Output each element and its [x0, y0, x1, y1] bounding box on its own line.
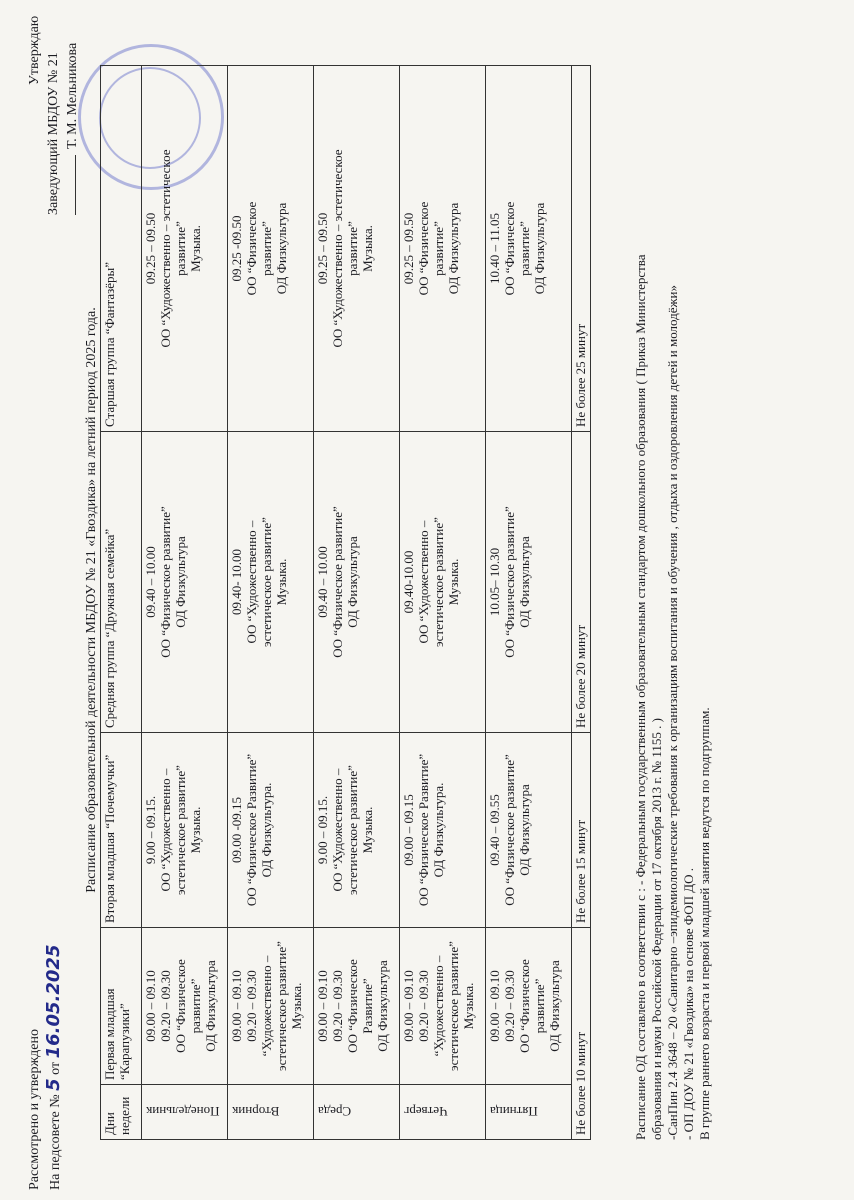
schedule-cell	[486, 432, 572, 733]
day-cell	[314, 1085, 400, 1140]
council-label: На педсовете №	[48, 1094, 63, 1190]
cell-line: ОО “Художественно –	[158, 768, 173, 892]
cell-line: ОД Физкультура.	[431, 782, 446, 878]
cell-line: ОД Физкультура	[517, 536, 532, 628]
cell-line: ОД Физкультура	[532, 202, 547, 295]
cell-line: развитие”	[173, 221, 188, 276]
cell-line: ОО “Физическое развитие”	[517, 959, 547, 1053]
duration-group-3: Не более 20 минут	[572, 432, 591, 733]
cell-line: 09.20 – 09.30	[416, 970, 431, 1042]
cell-line: ОО “Художественно –	[244, 520, 259, 644]
note-line: -СанПин 2.4 3648 – 20 «Санитарно –эпидемиологические требования к организациям воспитания и обучения , отдыха и оздоровления детей и молодёжи»	[665, 285, 680, 1140]
cell-line: ОД Физкультура	[203, 960, 218, 1052]
cell-line: Музыка.	[188, 806, 203, 854]
schedule-row	[400, 66, 486, 1140]
cell-line: ОД Физкультура	[173, 536, 188, 628]
note-line: - ОП ДОУ № 21 «Гвоздика» на основе ФОП ДО .	[681, 868, 696, 1140]
cell-line: ОД Физкультура	[375, 960, 390, 1052]
group-header-3: Средняя группа “Дружная семейка”	[101, 432, 142, 733]
schedule-row	[314, 66, 400, 1140]
schedule-cell	[142, 733, 228, 928]
cell-line: Музыка.	[360, 225, 375, 272]
cell-line: 09.20 – 09.30	[330, 970, 345, 1042]
cell-line: ОО “Физическое	[244, 201, 259, 296]
approval-line-2	[44, 945, 65, 1190]
day-cell	[400, 1085, 486, 1140]
notes-block	[633, 40, 713, 1140]
schedule-cell	[400, 733, 486, 928]
cell-line: ОО “Художественно – эстетическое	[330, 149, 345, 348]
day-cell	[228, 1085, 314, 1140]
cell-line: ОО “Физическое развитие”	[502, 506, 517, 658]
schedule-cell	[400, 432, 486, 733]
schedule-row	[142, 66, 228, 1140]
cell-line: развитие”	[345, 221, 360, 276]
day-name: Четверг	[404, 1104, 448, 1120]
duration-row	[572, 66, 591, 1140]
cell-line: Музыка.	[360, 806, 375, 854]
schedule-row	[486, 66, 572, 1140]
schedule-table	[100, 65, 591, 1140]
schedule-cell	[486, 928, 572, 1085]
director-approval-block	[25, 16, 82, 215]
schedule-cell	[228, 733, 314, 928]
schedule-cell	[314, 928, 400, 1085]
cell-line: 09.20 – 09.30	[158, 970, 173, 1042]
cell-line: 09.00 – 09.10	[143, 970, 158, 1042]
cell-line: 09.40- 10.00	[229, 548, 244, 616]
schedule-cell	[314, 733, 400, 928]
cell-line: Музыка.	[461, 982, 476, 1030]
schedule-cell	[228, 928, 314, 1085]
director-position: Заведующий МБДОУ № 21	[46, 52, 61, 215]
group-header-1: Первая младшая “Карапузики”	[101, 928, 142, 1085]
cell-line: Музыка.	[274, 558, 289, 606]
cell-line: ОД Физкультура	[547, 960, 562, 1052]
day-name: Среда	[318, 1104, 352, 1120]
cell-line: 09.00 – 09.10	[487, 970, 502, 1042]
cell-line: 10.40 – 11.05	[487, 212, 502, 285]
day-cell	[142, 1085, 228, 1140]
schedule-cell	[314, 66, 400, 432]
schedule-cell	[486, 733, 572, 928]
cell-line: ОО “Физическое развитие”	[173, 959, 203, 1053]
cell-line: 9.00 – 09.15.	[143, 795, 158, 865]
council-date: 16.05.2025	[43, 944, 64, 1059]
note-line: В группе раннего возраста и первой младшей занятия ведутся по подгруппам.	[697, 707, 712, 1140]
cell-line: “Художественно –	[259, 955, 274, 1057]
cell-line: эстетическое развитие”	[259, 517, 274, 647]
cell-line: ОО “Физическое развитие”	[158, 506, 173, 658]
cell-line: ОО “Физическое Развитие”	[244, 753, 259, 907]
day-name: Пятница	[490, 1104, 538, 1120]
schedule-cell	[400, 928, 486, 1085]
cell-line: ОД Физкультура	[517, 784, 532, 876]
cell-line: 09.25 – 09.50	[315, 212, 330, 285]
cell-line: ОО “Физическое	[416, 201, 431, 296]
approval-line-1: Рассмотрено и утверждено	[27, 1029, 42, 1190]
approval-block	[25, 945, 65, 1190]
note-line: образования и науки Российской Федерации от 17 октября 2013 г. № 1155 . )	[649, 718, 664, 1140]
duration-group-2: Не более 15 минут	[572, 733, 591, 928]
cell-line: 9.00 – 09.15.	[315, 795, 330, 865]
cell-line: 09.00 – 09.15	[401, 794, 416, 866]
cell-line: 09.25 -09.50	[229, 215, 244, 282]
cell-line: 09.40 – 10.00	[315, 546, 330, 618]
cell-line: 09.00 – 09.10	[229, 970, 244, 1042]
duration-group-1: Не более 10 минут	[572, 928, 591, 1140]
schedule-row	[228, 66, 314, 1140]
director-signature-line	[63, 16, 82, 215]
schedule-cell	[486, 66, 572, 432]
cell-line: Музыка.	[188, 225, 203, 272]
group-header-4: Старшая группа “Фантазёры”	[101, 66, 142, 432]
schedule-cell	[228, 66, 314, 432]
document-title: Расписание образовательной деятельности МБДОУ № 21 «Гвоздика» на летний период 2025 года.	[84, 307, 99, 893]
cell-line: ОО “Физическое Развитие”	[416, 753, 431, 907]
approve-label: Утверждаю	[27, 15, 42, 85]
cell-line: 09.25 – 09.50	[143, 212, 158, 285]
cell-line: ОО “Художественно –	[416, 520, 431, 644]
cell-line: Музыка.	[446, 558, 461, 606]
cell-line: ОО “Физическое Развитие”	[345, 959, 375, 1053]
cell-line: эстетическое развитие”	[173, 765, 188, 895]
note-line: Расписание ОД составлено в соответствии с : - Федеральным государственным образовательным стандартом дошкольного образования ( Приказ Министерства	[633, 254, 648, 1140]
cell-line: 09.00 – 09.10	[401, 970, 416, 1042]
cell-line: 09.40 – 09.55	[487, 794, 502, 866]
cell-line: ОО “Художественно – эстетическое	[158, 149, 173, 348]
cell-line: ОД Физкультура	[345, 536, 360, 628]
schedule-cell	[400, 66, 486, 432]
cell-line: ОД Физкультура	[274, 202, 289, 295]
group-header-2: Вторая младшая “Почемучки”	[101, 733, 142, 928]
cell-line: ОО “Художественно –	[330, 768, 345, 892]
day-name: Вторник	[232, 1104, 280, 1120]
cell-line: 09.40 – 10.00	[143, 546, 158, 618]
cell-line: 09.20 – 09.30	[244, 970, 259, 1042]
cell-line: эстетическое развитие”	[274, 941, 289, 1071]
schedule-cell	[228, 432, 314, 733]
day-header: Дни недели	[101, 1085, 142, 1140]
day-cell	[486, 1085, 572, 1140]
cell-line: эстетическое развитие”	[431, 517, 446, 647]
duration-group-4: Не более 25 минут	[572, 66, 591, 432]
schedule-cell	[314, 432, 400, 733]
cell-line: ОД Физкультура	[446, 202, 461, 295]
cell-line: развитие”	[517, 221, 532, 276]
cell-line: ОО “Физическое развитие”	[502, 754, 517, 906]
cell-line: 09.20 – 09.30	[502, 970, 517, 1042]
schedule-cell	[142, 432, 228, 733]
cell-line: эстетическое развитие”	[345, 765, 360, 895]
cell-line: ОО “Физическое	[502, 201, 517, 296]
director-name: Т. М. Мельникова	[65, 42, 80, 149]
table-header-row	[101, 66, 142, 1140]
day-name: Понедельник	[146, 1104, 220, 1120]
cell-line: “Художественно –	[431, 955, 446, 1057]
schedule-cell	[142, 66, 228, 432]
cell-line: ОО “Физическое развитие”	[330, 506, 345, 658]
cell-line: 09.00 – 09.10	[315, 970, 330, 1042]
cell-line: 09.25 – 09.50	[401, 212, 416, 285]
cell-line: 10.05– 10.30	[487, 547, 502, 617]
cell-line: эстетическое развитие”	[446, 941, 461, 1071]
cell-line: Музыка.	[289, 982, 304, 1030]
cell-line: ОД Физкультура.	[259, 782, 274, 878]
schedule-cell	[142, 928, 228, 1085]
cell-line: развитие”	[431, 221, 446, 276]
cell-line: развитие”	[259, 221, 274, 276]
cell-line: 09.40-10.00	[401, 550, 416, 614]
date-label: от	[48, 1061, 63, 1075]
cell-line: 09.00 -09.15	[229, 796, 244, 864]
protocol-number: 5	[43, 1078, 64, 1091]
